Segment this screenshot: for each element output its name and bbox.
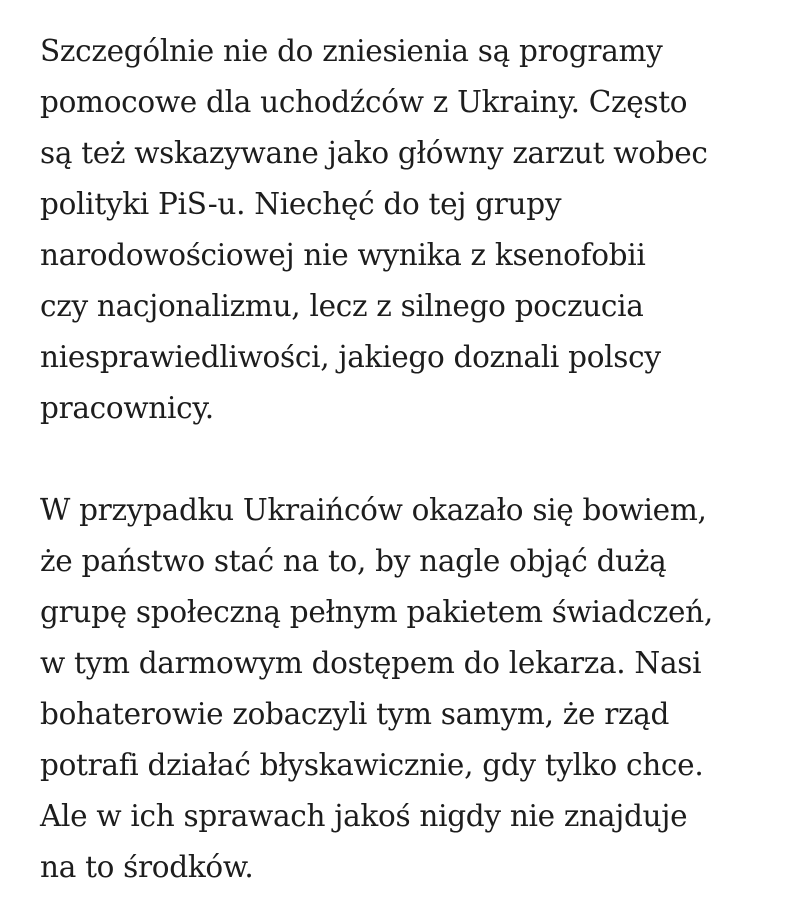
text-line: pomocowe dla uchodźców z Ukrainy. Często [40,85,688,119]
text-line: bohaterowie zobaczyli tym samym, że rząd [40,697,670,731]
text-line: na to środków. [40,850,254,884]
text-line: narodowościowej nie wynika z ksenofobii [40,238,646,272]
paragraph [40,26,780,434]
text-line: czy nacjonalizmu, lecz z silnego poczucia [40,289,644,323]
paragraph-spacer [40,434,780,485]
text-line: potrafi działać błyskawicznie, gdy tylko chce. [40,748,704,782]
text-line: że państwo stać na to, by nagle objąć dużą [40,544,667,578]
text-line: pracownicy. [40,391,214,425]
text-line: Ale w ich sprawach jakoś nigdy nie znajduje [40,799,688,833]
text-line: grupę społeczną pełnym pakietem świadczeń, [40,595,713,629]
text-line: są też wskazywane jako główny zarzut wobec [40,136,708,170]
article-body [40,26,780,893]
text-line: polityki PiS-u. Niechęć do tej grupy [40,187,562,221]
text-line: Szczególnie nie do zniesienia są programy [40,34,663,68]
text-line: niesprawiedliwości, jakiego doznali polscy [40,340,661,374]
paragraph [40,485,780,893]
text-line: W przypadku Ukraińców okazało się bowiem, [40,493,707,527]
text-line: w tym darmowym dostępem do lekarza. Nasi [40,646,702,680]
